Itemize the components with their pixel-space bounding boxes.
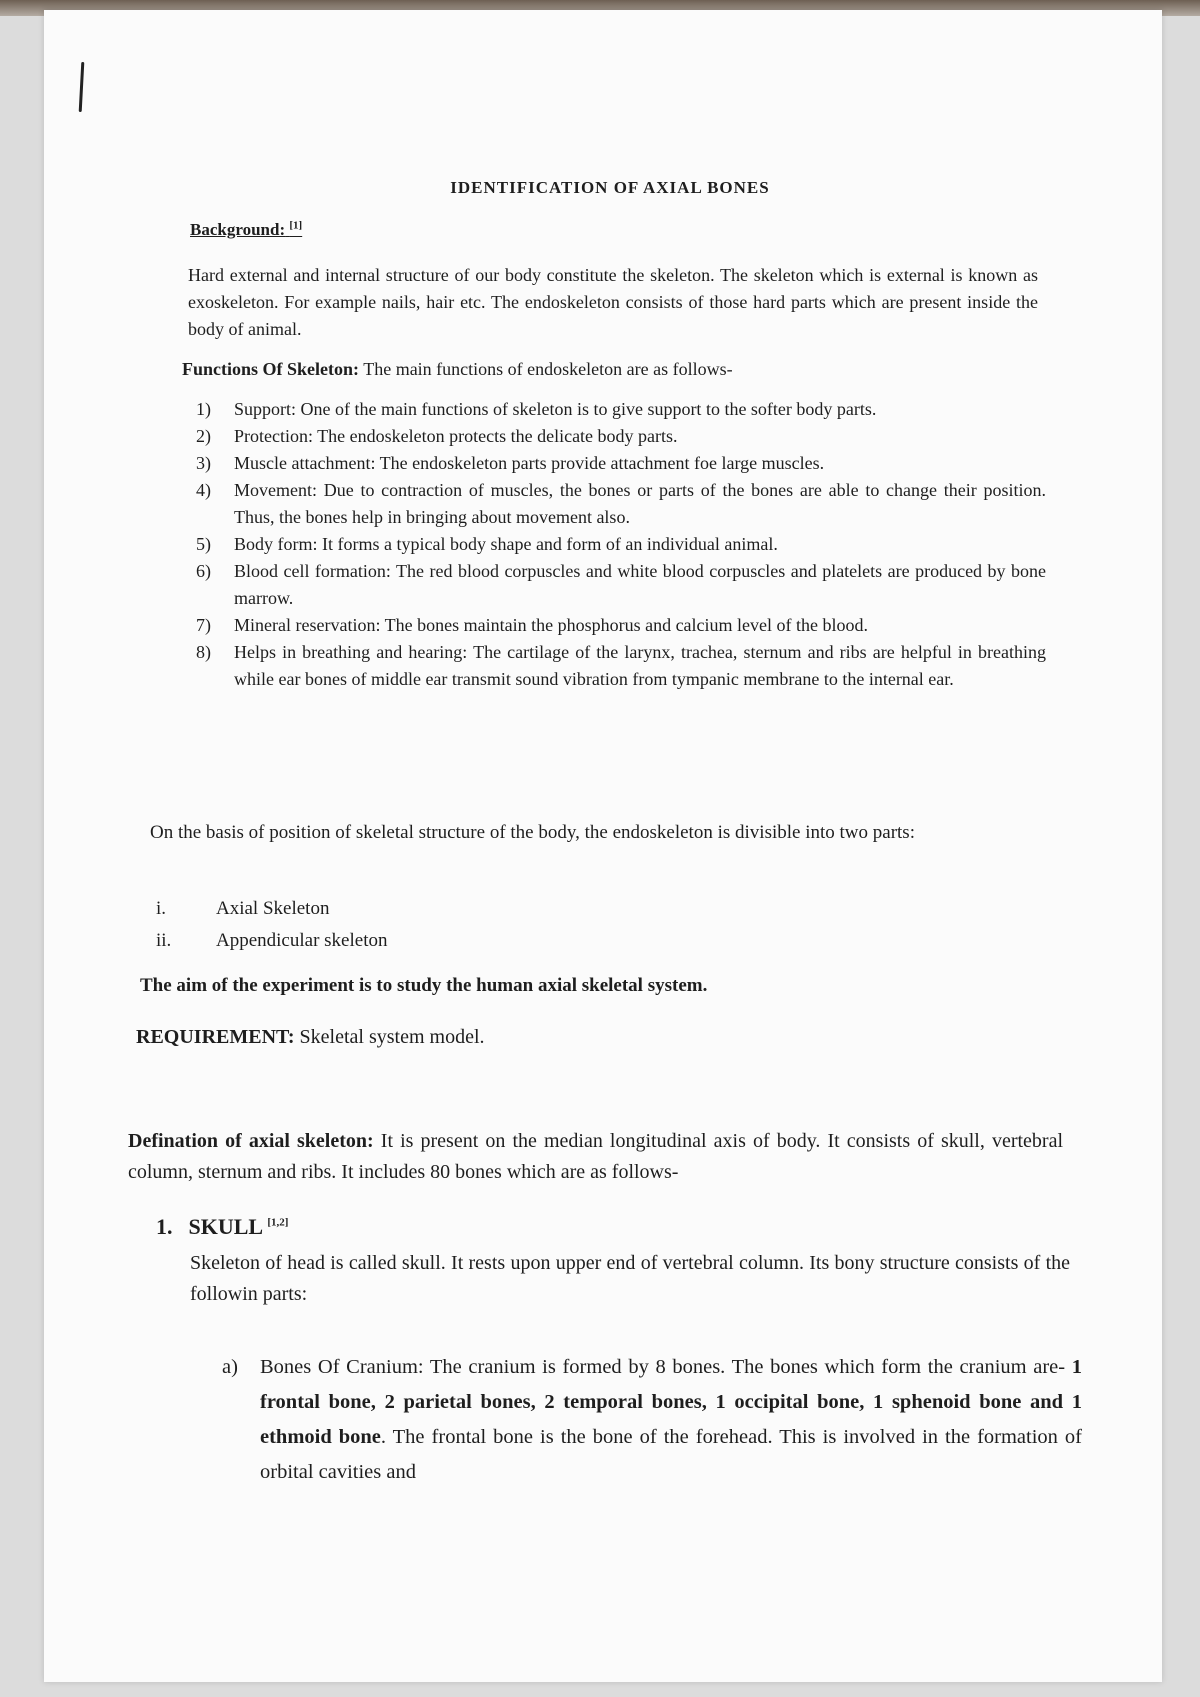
background-ref: [1] [289, 219, 303, 232]
function-text: Mineral reservation: The bones maintain the phosphorus and calcium level of the blood. [234, 615, 868, 635]
functions-list [196, 396, 1046, 693]
skull-paragraph: Skeleton of head is called skull. It rests upon upper end of vertebral column. Its bony structure consists of the followin parts: [190, 1252, 1070, 1305]
document-title: IDENTIFICATION OF AXIAL BONES [450, 178, 770, 197]
function-text: Movement: Due to contraction of muscles, the bones or parts of the bones are able to change their position. Thus, the bones help in bringing about movement also. [234, 480, 1046, 527]
function-number: 4) [196, 480, 211, 500]
background-heading-label: Background: [190, 220, 286, 239]
function-text: Support: One of the main functions of skeleton is to give support to the softer body parts. [234, 399, 877, 419]
skull-number: 1. [156, 1214, 173, 1239]
function-item [196, 639, 1046, 693]
cranium-item [222, 1350, 1082, 1490]
part-number: i. [156, 898, 167, 919]
aim-statement: The aim of the experiment is to study the human axial skeletal system. [140, 975, 708, 996]
skull-heading [156, 1214, 288, 1240]
function-text: Blood cell formation: The red blood corpuscles and white blood corpuscles and platelets are produced by bone marrow. [234, 561, 1046, 608]
basis-paragraph: On the basis of position of skeletal structure of the body, the endoskeleton is divisible into two parts: [150, 822, 915, 843]
skeleton-parts-list [156, 893, 387, 957]
cranium-text [222, 1350, 1082, 1490]
requirement-text: Skeletal system model. [294, 1026, 485, 1048]
function-number: 3) [196, 453, 211, 473]
definition-paragraph [128, 1126, 1063, 1188]
definition-text: It is present on the median longitudinal axis of body. It consists of skull, vertebral column, sternum and ribs. It includes 80 bones which are as follows- [128, 1130, 1064, 1183]
function-item [196, 450, 1046, 477]
functions-intro-text: The main functions of endoskeleton are as follows- [363, 359, 733, 379]
cranium-number: a) [222, 1356, 238, 1378]
cranium-bones-list: 1 frontal bone, 2 parietal bones, 2 temporal bones, 1 occipital bone, 1 sphenoid bone and 1 ethmoid bone [260, 1356, 1082, 1448]
function-number: 1) [196, 399, 211, 419]
function-number: 7) [196, 615, 211, 635]
part-number: ii. [156, 930, 172, 951]
function-number: 8) [196, 642, 211, 662]
skull-heading-label: SKULL [188, 1214, 262, 1239]
skull-ref: [1,2] [267, 1216, 289, 1229]
requirement-label: REQUIREMENT: [136, 1026, 295, 1048]
function-number: 2) [196, 426, 211, 446]
cranium-text-start: Bones Of Cranium: The cranium is formed by 8 bones. The bones which form the cranium are- [260, 1356, 1072, 1378]
skeleton-part-item [156, 893, 387, 925]
function-number: 6) [196, 561, 211, 581]
background-heading [190, 220, 302, 240]
function-text: Protection: The endoskeleton protects the delicate body parts. [234, 426, 678, 446]
function-item [196, 531, 1046, 558]
background-paragraph: Hard external and internal structure of our body constitute the skeleton. The skeleton which is external is known as exoskeleton. For example nails, hair etc. The endoskeleton consists of those hard parts which are present inside the body of animal. [188, 265, 1038, 339]
function-item [196, 477, 1046, 531]
requirement-line [136, 1026, 485, 1049]
functions-intro [182, 356, 1042, 383]
cranium-text-end: . The frontal bone is the bone of the forehead. This is involved in the formation of orbital cavities and [260, 1426, 1082, 1483]
function-text: Muscle attachment: The endoskeleton parts provide attachment foe large muscles. [234, 453, 825, 473]
function-item [196, 423, 1046, 450]
function-text: Helps in breathing and hearing: The cartilage of the larynx, trachea, sternum and ribs are helpful in breathing while ear bones of middle ear transmit sound vibration from tympanic membrane to the internal ear. [234, 642, 1046, 689]
function-item [196, 558, 1046, 612]
skeleton-part-item [156, 925, 387, 957]
definition-label: Defination of axial skeleton: [128, 1130, 374, 1152]
part-text: Axial Skeleton [216, 898, 330, 919]
function-number: 5) [196, 534, 211, 554]
function-text: Body form: It forms a typical body shape and form of an individual animal. [234, 534, 778, 554]
function-item [196, 396, 1046, 423]
part-text: Appendicular skeleton [216, 930, 388, 951]
functions-heading: Functions Of Skeleton: [182, 359, 360, 379]
function-item [196, 612, 1046, 639]
